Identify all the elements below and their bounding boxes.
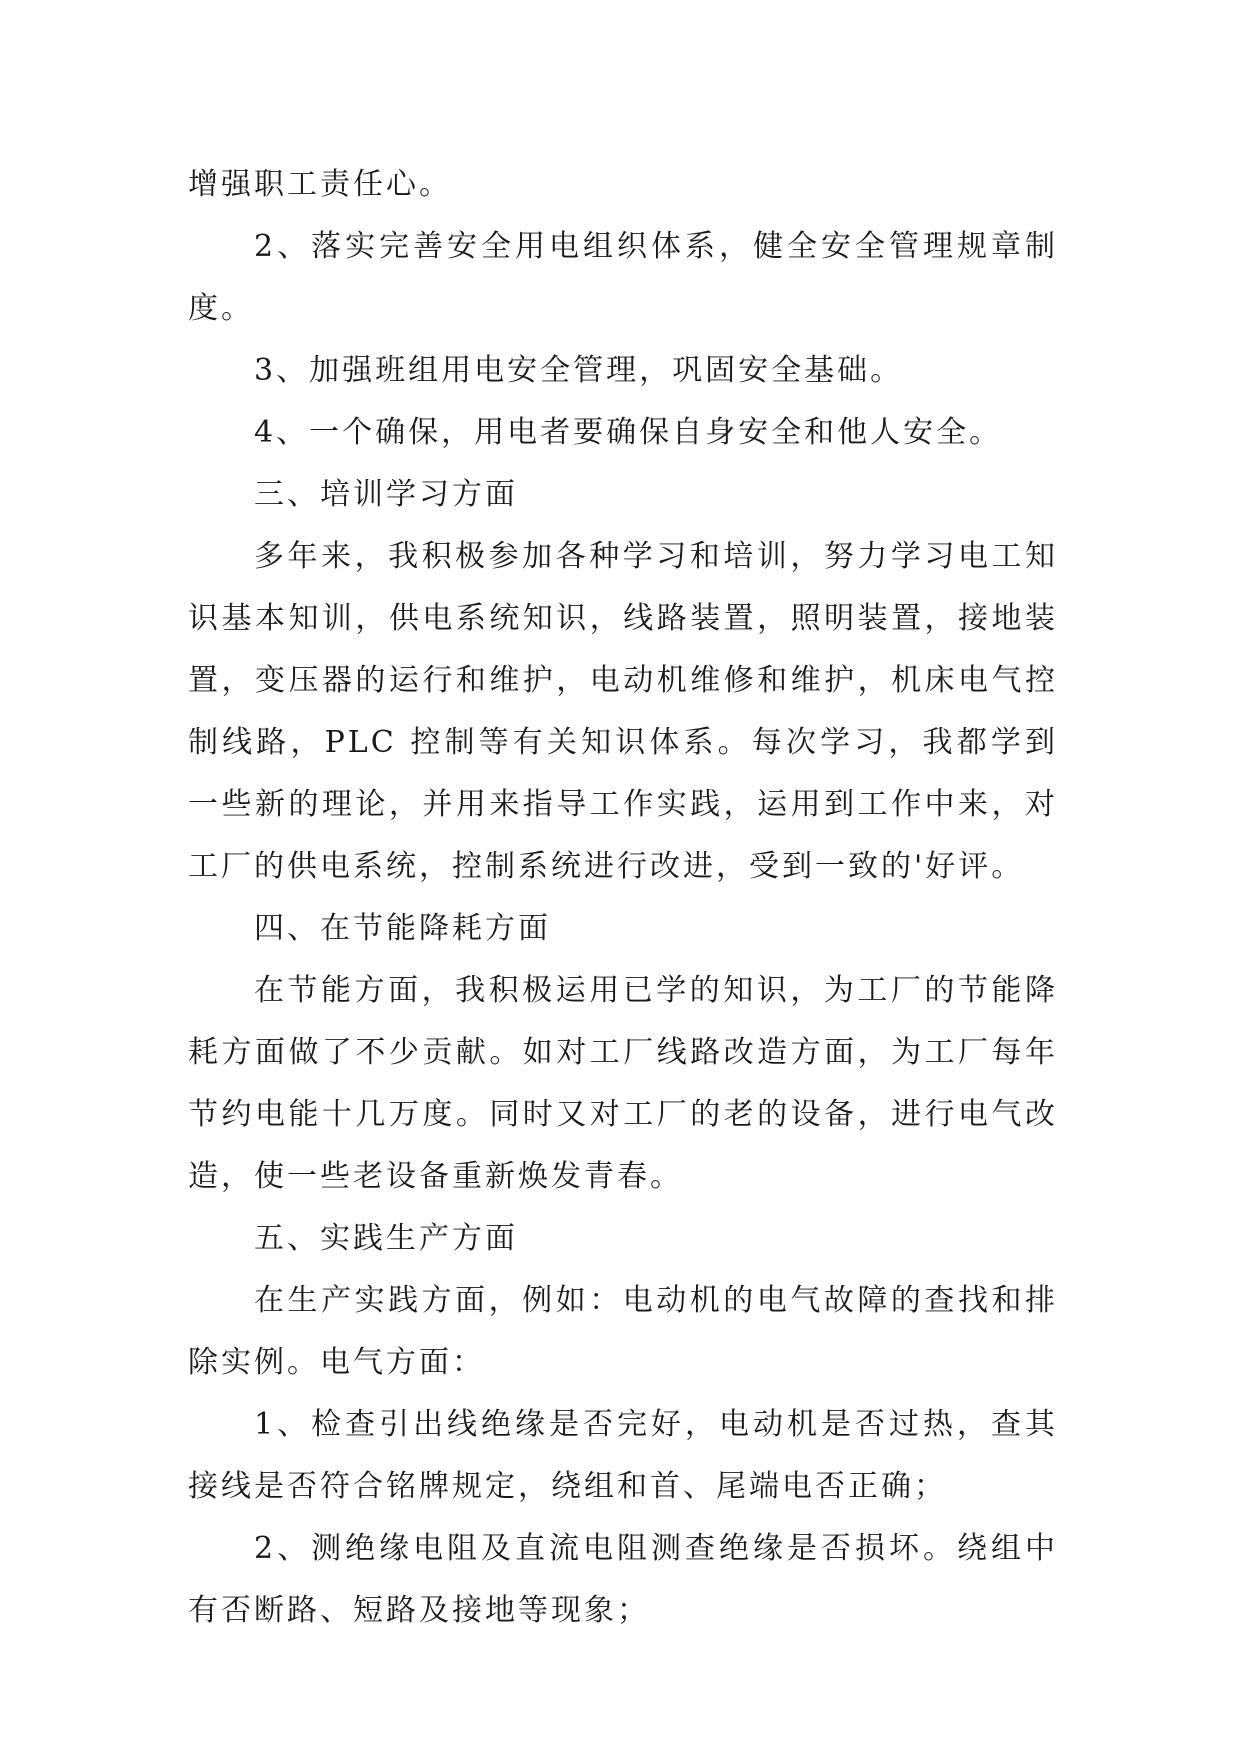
section-heading-training: 三、培训学习方面 [254, 477, 518, 512]
list-item-4: 4、一个确保，用电者要确保自身安全和他人安全。 [254, 415, 1003, 450]
list-item-check-1: 1、检查引出线绝缘是否完好，电动机是否过热，查其接线是否符合铭牌规定，绕组和首、尾端电否正确； [188, 1407, 1058, 1504]
section-heading-production: 五、实践生产方面 [254, 1221, 518, 1256]
document-body [188, 154, 1058, 1642]
body-paragraph-production: 在生产实践方面，例如：电动机的电气故障的查找和排除实例。电气方面： [188, 1283, 1058, 1380]
section-heading-energy-saving: 四、在节能降耗方面 [254, 911, 551, 946]
body-paragraph-energy-saving: 在节能方面，我积极运用已学的知识，为工厂的节能降耗方面做了不少贡献。如对工厂线路改造方面，为工厂每年节约电能十几万度。同时又对工厂的老的设备，进行电气改造，使一些老设备重新焕发青春。 [188, 973, 1058, 1194]
body-paragraph-training: 多年来，我积极参加各种学习和培训，努力学习电工知识基本知训，供电系统知识，线路装置，照明装置，接地装置，变压器的运行和维护，电动机维修和维护，机床电气控制线路，PLC 控制等有关知识体系。每次学习，我都学到一些新的理论，并用来指导工作实践，运用到工作中来，对工厂的供电系统，控制系统进行改进，受到一致的'好评。 [188, 539, 1058, 884]
list-item-check-2: 2、测绝缘电阻及直流电阻测查绝缘是否损坏。绕组中有否断路、短路及接地等现象； [188, 1531, 1058, 1628]
continuation-paragraph: 增强职工责任心。 [188, 167, 452, 202]
list-item-3: 3、加强班组用电安全管理，巩固安全基础。 [254, 353, 904, 388]
list-item-2: 2、落实完善安全用电组织体系，健全安全管理规章制度。 [188, 229, 1058, 326]
